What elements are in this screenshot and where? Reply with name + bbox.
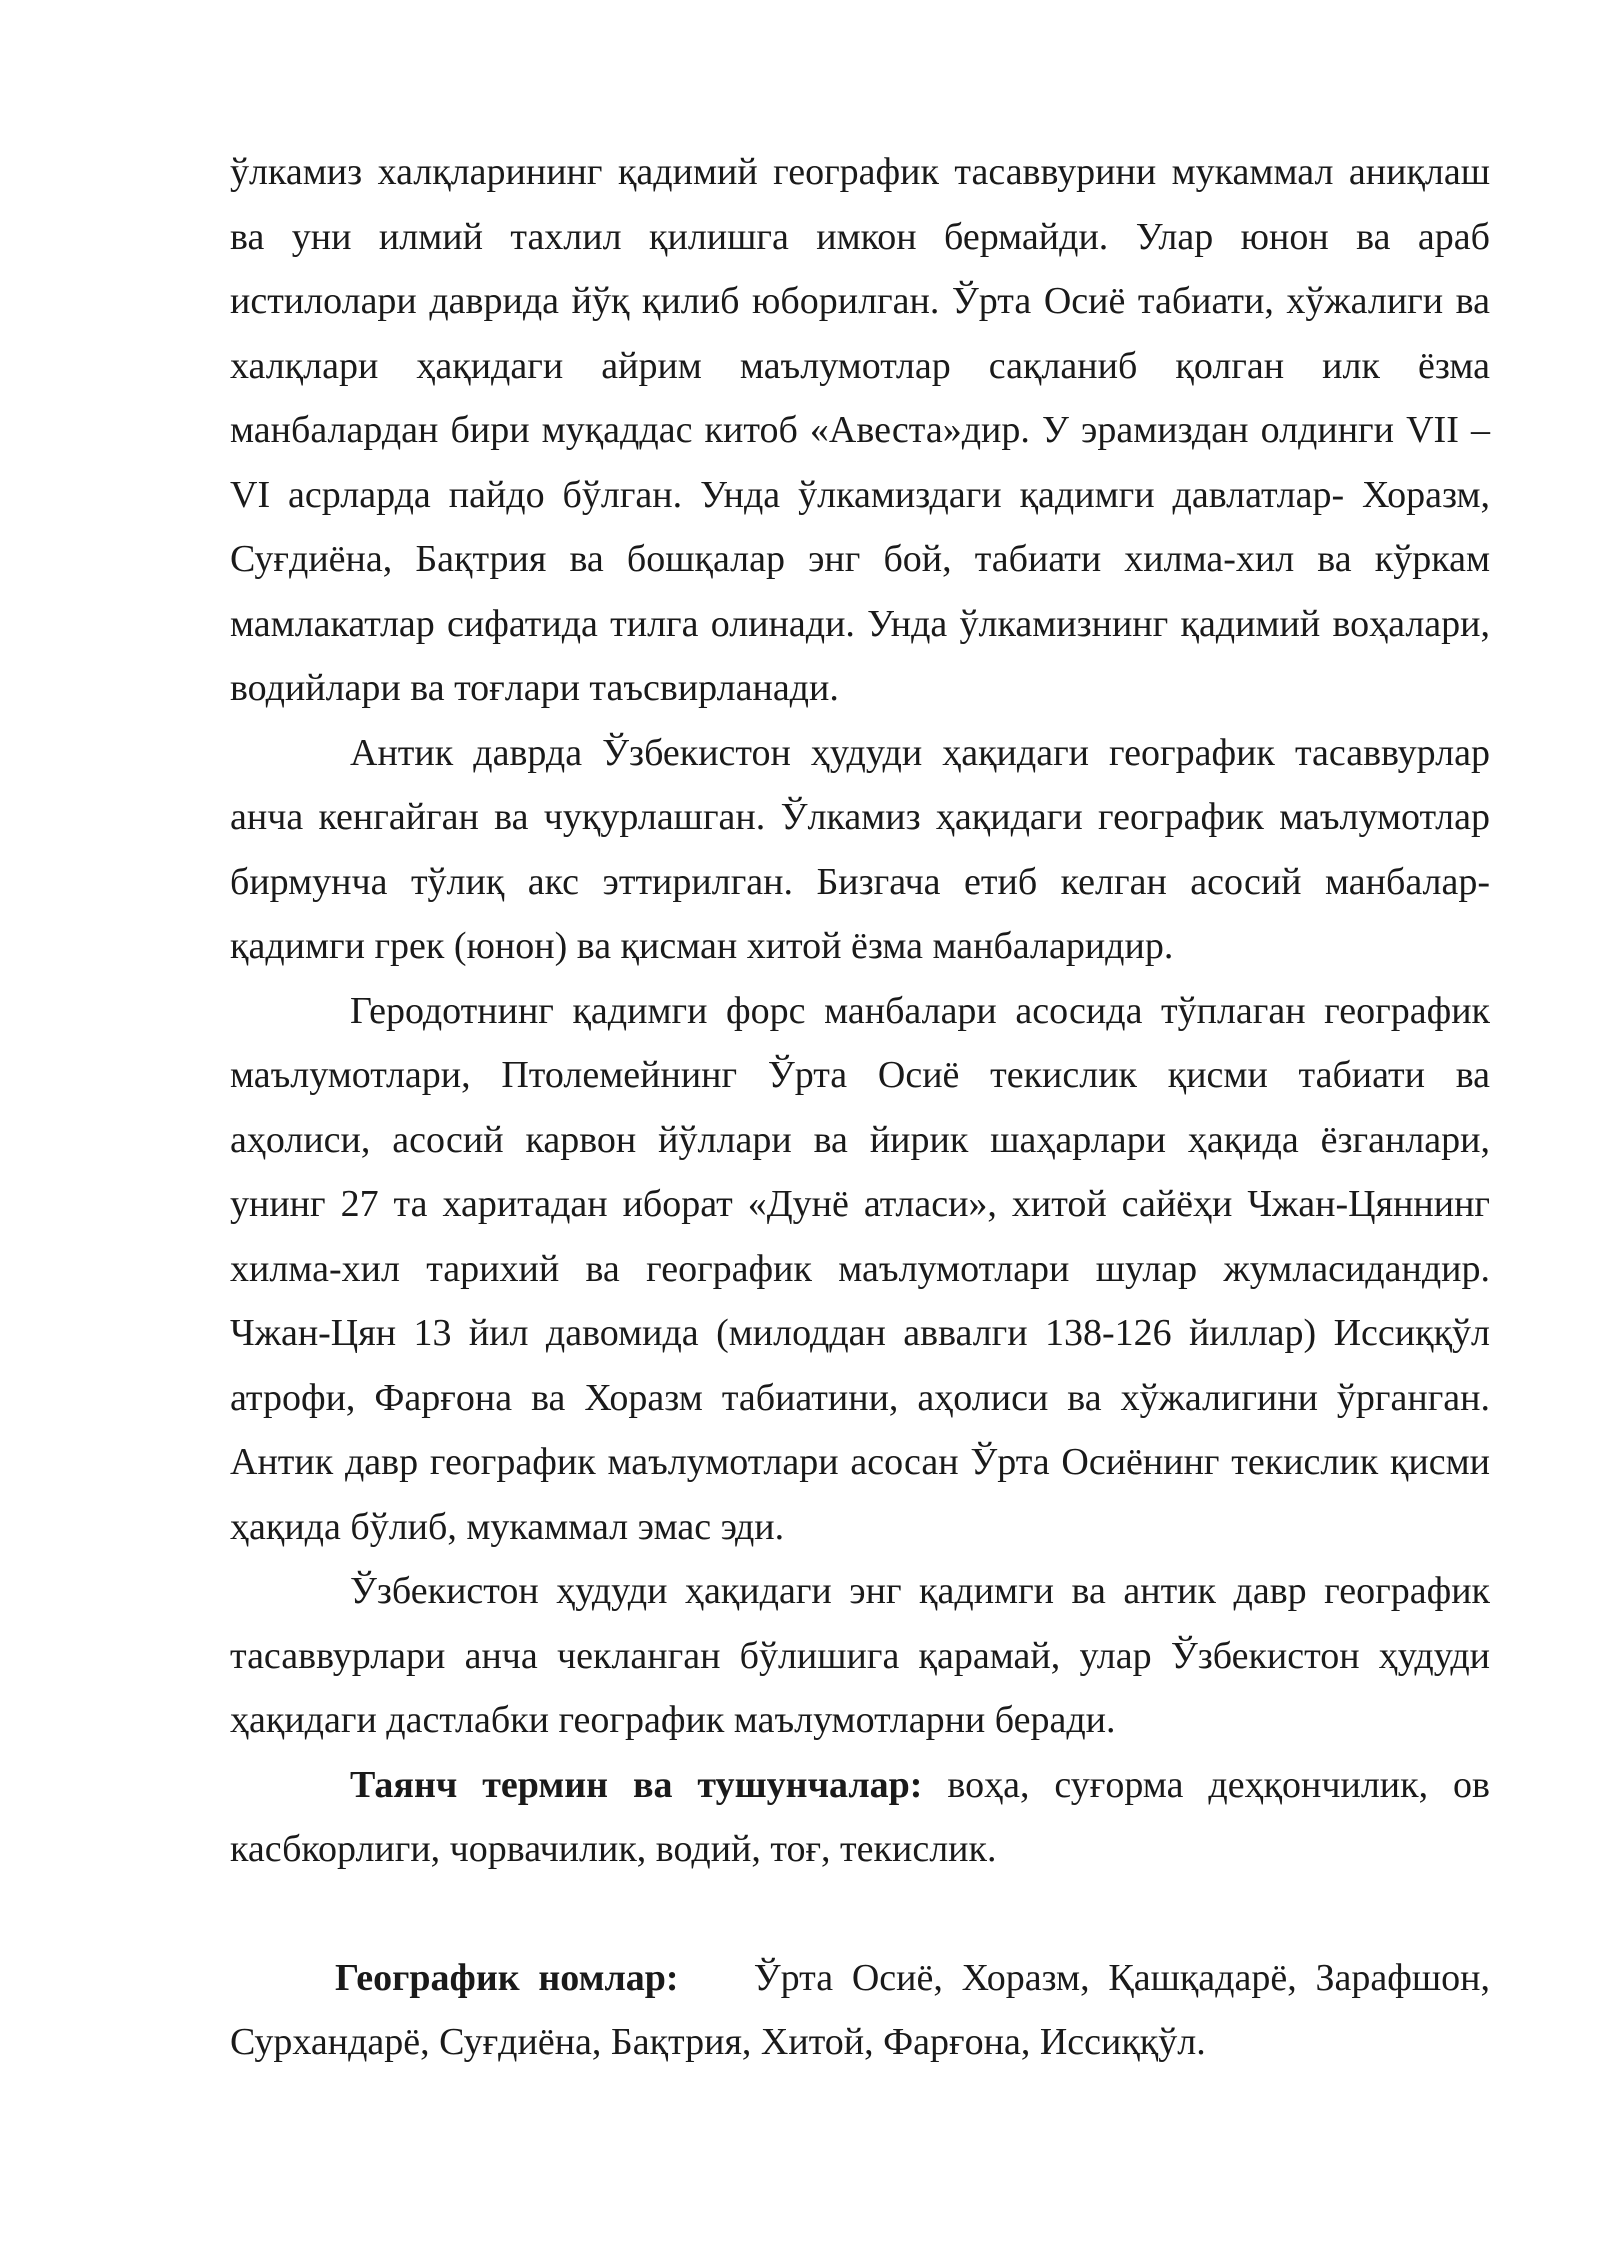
geographic-names-list: Ўрта Осиё, Хоразм, Қашқадарё, Зарафшон, Сурхандарё, Суғдиёна, Бақтрия, Хитой, Фарғона, Иссиққўл.: [230, 1956, 1500, 2063]
spacer: [230, 1882, 1490, 1946]
geographic-names-paragraph: [230, 1946, 1500, 2075]
key-terms-list: воҳа, суғорма деҳқончилик, ов касбкорлиги, чорвачилик, водий, тоғ, текислик.: [230, 1763, 1490, 1870]
key-terms-label: Таянч термин ва тушунчалар:: [350, 1763, 923, 1806]
paragraph-avesta: ўлкамиз халқларининг қадимий географик тасаввурини мукаммал аниқлаш ва уни илмий тахлил қилишга имкон бермайди. Улар юнон ва араб истилолари даврида йўқ қилиб юборилган. Ўрта Осиё табиати, хўжалиги ва халқлари ҳақидаги айрим маълумотлар сақланиб қолган илк ёзма манбалардан бири муқаддас китоб «Авеста»дир. У эрамиздан олдинги VII – VI асрларда пайдо бўлган. Унда ўлкамиздаги қадимги давлатлар- Хоразм, Суғдиёна, Бақтрия ва бошқалар энг бой, табиати хилма-хил ва кўркам мамлакатлар сифатида тилга олинади. Унда ўлкамизнинг қадимий воҳалари, водийлари ва тоғлари таъсвирланади.: [230, 151, 1490, 709]
paragraph-conclusion: Ўзбекистон ҳудуди ҳақидаги энг қадимги ва антик давр географик тасаввурлари анча чекланган бўлишига қарамай, улар Ўзбекистон ҳудуди ҳақидаги дастлабки географик маълумотларни беради.: [230, 1570, 1490, 1741]
key-terms-paragraph: [230, 1753, 1490, 1882]
geographic-names-label: Географик номлар:: [335, 1956, 679, 1999]
document-page: [230, 140, 1500, 2075]
paragraph-antique-period: Антик даврда Ўзбекистон ҳудуди ҳақидаги географик тасаввурлар анча кенгайган ва чуқурлашган. Ўлкамиз ҳақидаги географик маълумотлар бирмунча тўлиқ акс эттирилган. Бизгача етиб келган асосий манбалар- қадимги грек (юнон) ва қисман хитой ёзма манбаларидир.: [230, 731, 1490, 967]
paragraph-herodotus: Геродотнинг қадимги форс манбалари асосида тўплаган географик маълумотлари, Птолемейнинг Ўрта Осиё текислик қисми табиати ва аҳолиси, асосий карвон йўллари ва йирик шаҳарлари ҳақида ёзганлари, унинг 27 та харитадан иборат «Дунё атласи», хитой сайёҳи Чжан-Цяннинг хилма-хил тарихий ва географик маълумотлари шулар жумласидандир. Чжан-Цян 13 йил давомида (милоддан аввалги 138-126 йиллар) Иссиққўл атрофи, Фарғона ва Хоразм табиатини, аҳолиси ва хўжалигини ўрганган. Антик давр географик маълумотлари асосан Ўрта Осиёнинг текислик қисми ҳақида бўлиб, мукаммал эмас эди.: [230, 989, 1490, 1548]
